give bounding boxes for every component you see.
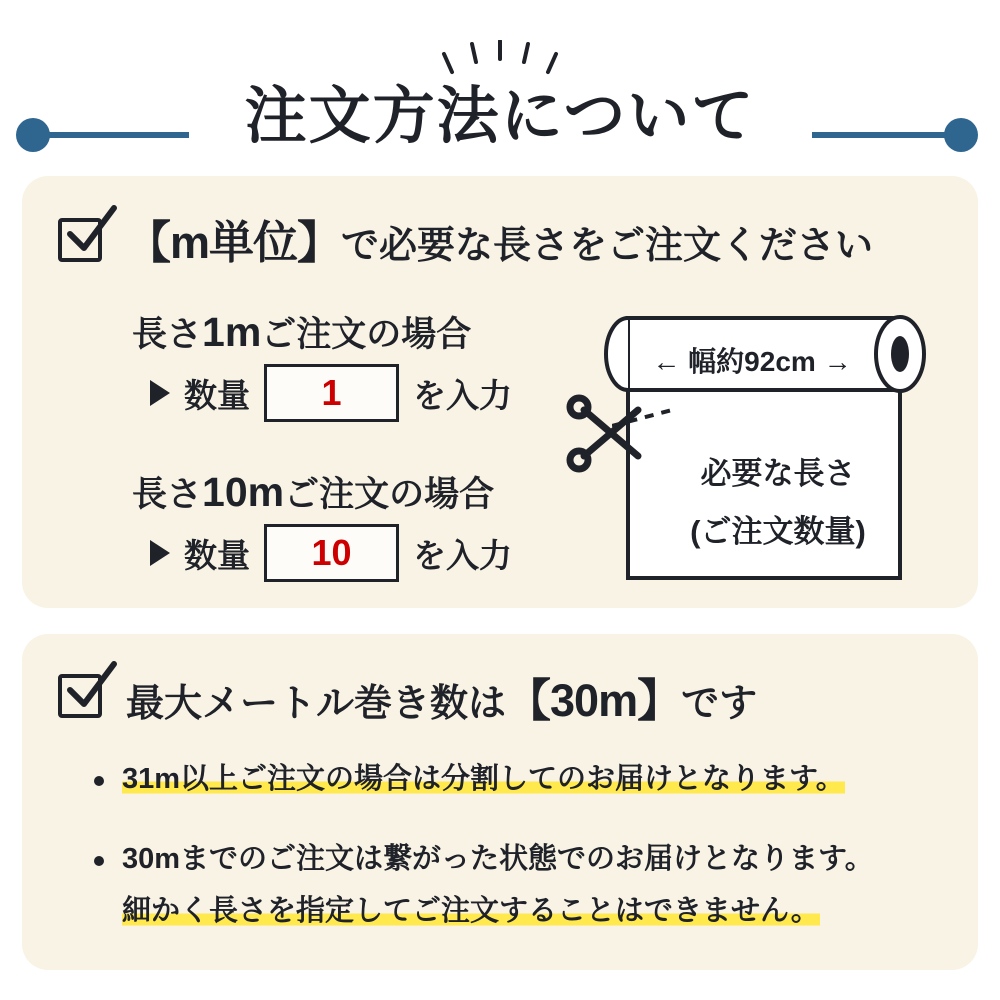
case2-qty-label: 数量: [184, 536, 250, 574]
roll-width-label: ← 幅約92cm →: [652, 346, 852, 377]
header-dot-right: [944, 118, 978, 152]
case1-label: [132, 309, 472, 355]
header-rule-right: [812, 132, 957, 138]
roll-length-line2: (ご注文数量): [690, 514, 866, 549]
section2-heading-post: です: [681, 683, 758, 725]
case2-label-num: 10m: [202, 469, 285, 515]
section-max-length-card: [22, 634, 978, 970]
cut-line-icon: [612, 406, 672, 430]
bullet-item-2-text: 30mまでのご注文は繋がった状態でのお届けとなります。: [122, 843, 874, 875]
roll-length-line1: 必要な長さ: [700, 456, 856, 491]
section1-heading: [126, 217, 874, 268]
case2-qty-row: [150, 524, 512, 582]
page-header: [0, 20, 1000, 150]
case1-qty-suffix: を入力: [413, 376, 512, 414]
bullet-item-3: [122, 892, 820, 931]
check-box-2: [58, 674, 102, 718]
case1-qty-row: [150, 364, 512, 422]
case2-label-pre: 長さ: [132, 475, 203, 514]
bullet-item-3-text: 細かく長さを指定してご注文することはできません。: [122, 895, 820, 927]
case1-label-post: ご注文の場合: [261, 315, 472, 354]
bullet-item-2: [122, 840, 874, 879]
triangle-bullet-icon-2: [150, 540, 170, 566]
section1-heading-rest: で必要な長さをご注文ください: [341, 225, 874, 267]
case2-label-post: ご注文の場合: [284, 475, 495, 514]
check-box-1: [58, 218, 102, 262]
case2-qty-suffix: を入力: [413, 536, 512, 574]
case2-qty-input[interactable]: 10: [264, 524, 399, 582]
triangle-bullet-icon-1: [150, 380, 170, 406]
section2-heading-pre: 最大メートル巻き数は: [126, 683, 507, 725]
case1-label-num: 1m: [202, 309, 262, 355]
bullet-dot-2: [94, 856, 104, 866]
page-title: 注文方法について: [244, 82, 756, 151]
case1-qty-label: 数量: [184, 376, 250, 414]
section2-heading-bold: 【30m】: [506, 675, 682, 726]
section1-heading-bold: 【m単位】: [126, 217, 342, 268]
bullet-dot-1: [94, 776, 104, 786]
section2-heading: [126, 675, 758, 726]
case1-label-pre: 長さ: [132, 315, 203, 354]
case1-qty-input[interactable]: 1: [264, 364, 399, 422]
bullet-item-1: [122, 760, 845, 799]
case2-label: [132, 469, 495, 515]
bullet-item-1-text: 31m以上ご注文の場合は分割してのお届けとなります。: [122, 763, 845, 795]
